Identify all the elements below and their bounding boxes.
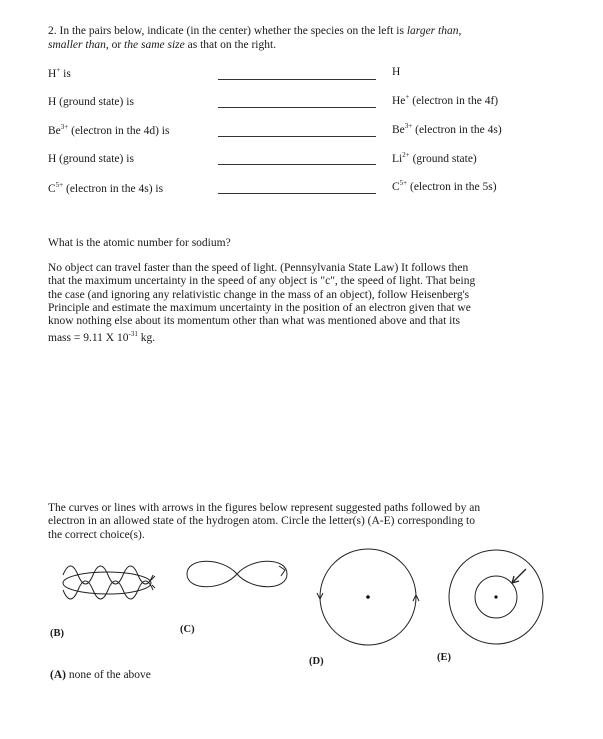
figure-b-wavy-orbit	[60, 557, 160, 613]
pair-left-tail: is	[123, 96, 134, 108]
question-2-intro	[48, 25, 461, 38]
smaller-than-text: smaller than,	[48, 39, 109, 51]
answer-blank[interactable]	[218, 79, 376, 80]
curves-question: The curves or lines with arrows in the figures below represent suggested paths followed by an electron in an allowed state of the hydrogen atom. Circle the letter(s) (A-E) corresponding to the correct choice(s).	[48, 502, 481, 541]
heisenberg-paragraph: No object can travel faster than the speed of light. (Pennsylvania State Law) It follows then that the maximum uncertainty in the speed of any object is "c", the speed of light. That being the case (and ignoring any relativistic change in the mass of an object), follow Heisenberg's Principle and estimate the maximum uncertainty in the position of an electron given that we know nothing else about its momentum other than what was mentioned above and that its	[48, 262, 476, 328]
pair-right-tail: (electron in the 4f)	[409, 95, 499, 107]
sodium-question: What is the atomic number for sodium?	[48, 237, 231, 249]
charge-sup: 3+	[404, 122, 413, 131]
option-a	[50, 669, 151, 682]
same-size-text: the same size	[124, 39, 185, 51]
figure-d-circular-orbit	[312, 547, 424, 655]
question-number: 2.	[48, 25, 57, 37]
answer-blank[interactable]	[218, 193, 376, 194]
option-a-letter: (A)	[50, 669, 66, 681]
figure-e-concentric-orbits	[446, 546, 550, 650]
species-left: H	[48, 68, 57, 80]
pair-right	[392, 66, 400, 79]
label-d: (D)	[309, 656, 324, 667]
pair-right	[392, 181, 497, 194]
pair-right	[392, 124, 502, 137]
or-text: or	[111, 39, 122, 51]
charge-sup: 5+	[399, 179, 408, 188]
label-c: (C)	[180, 624, 195, 635]
label-e: (E)	[437, 652, 451, 663]
charge-sup: +	[405, 93, 410, 102]
mass-unit: kg.	[137, 332, 156, 344]
option-a-text: none of the above	[65, 669, 151, 681]
pair-right	[392, 153, 477, 166]
charge-sup: +	[56, 66, 61, 75]
electron-mass	[48, 332, 155, 345]
answer-blank[interactable]	[218, 164, 376, 165]
pair-left	[48, 153, 134, 166]
species-left: C	[48, 183, 56, 195]
answer-blank[interactable]	[218, 136, 376, 137]
pair-left-tail: (electron in the 4s) is	[63, 183, 164, 195]
pair-left	[48, 96, 134, 109]
answer-blank[interactable]	[218, 107, 376, 108]
species-left: H (ground state)	[48, 96, 124, 108]
species-right: C	[392, 181, 400, 193]
question-2-intro-line2	[48, 39, 276, 52]
label-b: (B)	[50, 628, 64, 639]
species-right: Be	[392, 124, 405, 136]
larger-than-text: larger than,	[406, 25, 462, 37]
pair-right-tail: (electron in the 5s)	[407, 181, 497, 193]
pair-left-tail: is	[123, 153, 134, 165]
species-left: Be	[48, 125, 61, 137]
species-left: H (ground state)	[48, 153, 124, 165]
species-right: Li	[392, 153, 403, 165]
mass-prefix: mass = 9.11 X 10	[48, 332, 129, 344]
species-right: H	[392, 66, 401, 78]
pair-right	[392, 95, 498, 108]
pair-right-tail: (ground state)	[409, 153, 477, 165]
figure-c-figure-eight	[182, 554, 292, 594]
mass-exponent: -31	[128, 330, 138, 339]
charge-sup: 2+	[402, 151, 410, 160]
intro-tail-text: as that on the right.	[187, 39, 277, 51]
pair-left	[48, 68, 71, 81]
pair-left	[48, 183, 163, 196]
pair-left-tail: (electron in the 4d) is	[68, 125, 170, 137]
species-right: He	[392, 95, 406, 107]
intro-text: In the pairs below, indicate (in the center) whether the species on the left is	[59, 25, 404, 37]
pair-left	[48, 125, 169, 138]
pair-right-tail: (electron in the 4s)	[412, 124, 502, 136]
pair-left-tail: is	[60, 68, 71, 80]
charge-sup: 3+	[60, 123, 69, 132]
charge-sup: 5+	[55, 181, 64, 190]
